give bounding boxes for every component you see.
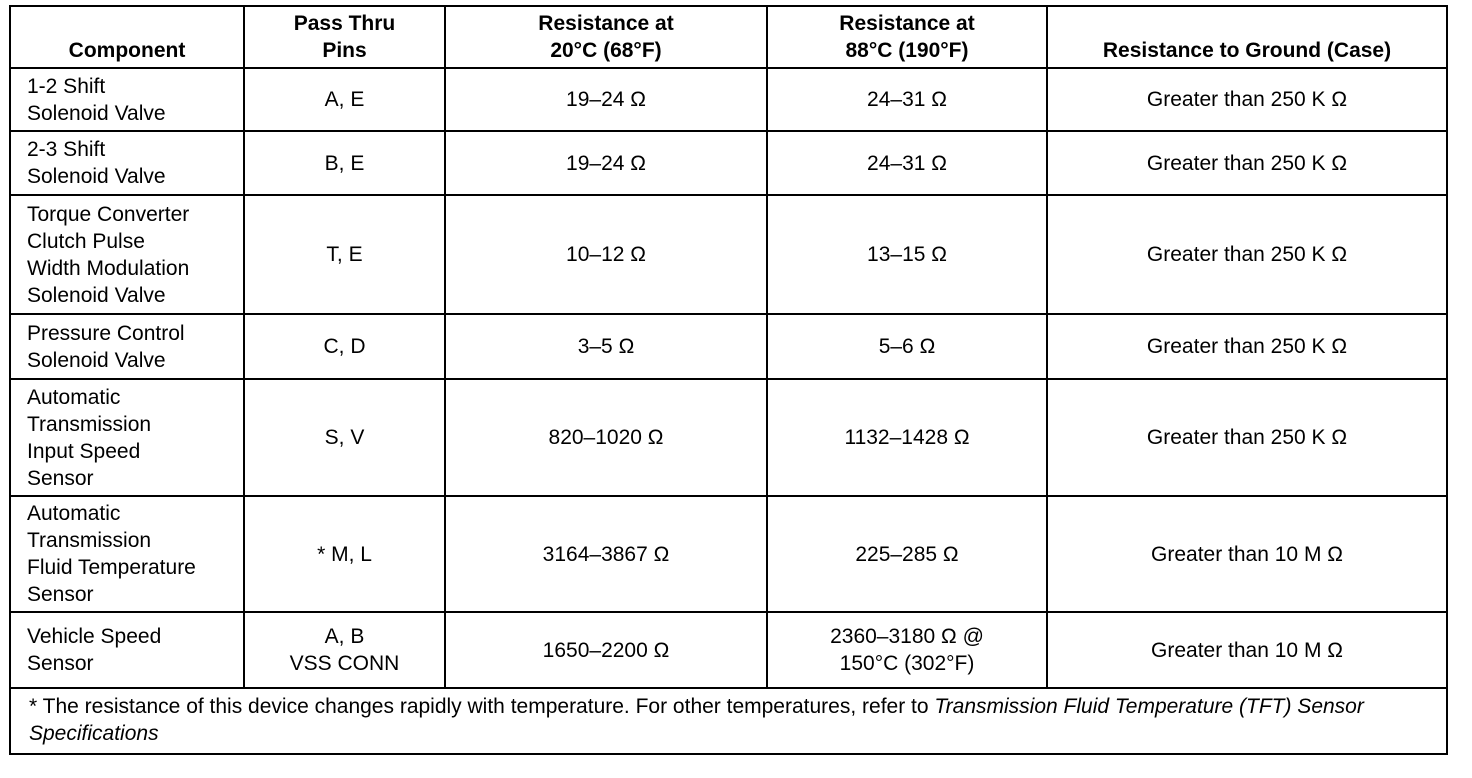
pins-cell: S, V <box>244 379 445 496</box>
resistance-88c-cell: 5–6 Ω <box>767 314 1047 379</box>
resistance-88c-cell: 13–15 Ω <box>767 195 1047 314</box>
header-resistance-ground: Resistance to Ground (Case) <box>1047 6 1447 68</box>
header-resistance-20c: Resistance at 20°C (68°F) <box>445 6 767 68</box>
pins-cell: B, E <box>244 131 445 195</box>
resistance-88c-cell: 24–31 Ω <box>767 68 1047 131</box>
pins-cell: * M, L <box>244 496 445 612</box>
resistance-ground-cell: Greater than 250 K Ω <box>1047 195 1447 314</box>
resistance-20c-cell: 820–1020 Ω <box>445 379 767 496</box>
component-cell: Torque Converter Clutch Pulse Width Modulation Solenoid Valve <box>10 195 244 314</box>
table-row <box>10 612 1447 688</box>
header-row <box>10 6 1447 68</box>
resistance-88c-cell: 1132–1428 Ω <box>767 379 1047 496</box>
table-row <box>10 496 1447 612</box>
resistance-ground-cell: Greater than 250 K Ω <box>1047 68 1447 131</box>
resistance-88c-cell: 225–285 Ω <box>767 496 1047 612</box>
header-component: Component <box>10 6 244 68</box>
specifications-table <box>9 5 1448 755</box>
resistance-20c-cell: 19–24 Ω <box>445 131 767 195</box>
component-cell: Automatic Transmission Fluid Temperature Sensor <box>10 496 244 612</box>
resistance-20c-cell: 3164–3867 Ω <box>445 496 767 612</box>
resistance-ground-cell: Greater than 250 K Ω <box>1047 379 1447 496</box>
footnote-text: * The resistance of this device changes rapidly with temperature. For other temperatures, refer to <box>29 695 935 718</box>
pins-cell: T, E <box>244 195 445 314</box>
footnote <box>10 688 1447 754</box>
component-cell: Vehicle Speed Sensor <box>10 612 244 688</box>
resistance-20c-cell: 3–5 Ω <box>445 314 767 379</box>
footnote-reference: Transmission Fluid Temperature (TFT) Sensor Specifications <box>29 695 1364 745</box>
component-cell: 1-2 Shift Solenoid Valve <box>10 68 244 131</box>
header-pass-thru-pins: Pass Thru Pins <box>244 6 445 68</box>
resistance-88c-cell: 24–31 Ω <box>767 131 1047 195</box>
resistance-ground-cell: Greater than 250 K Ω <box>1047 131 1447 195</box>
component-cell: Pressure Control Solenoid Valve <box>10 314 244 379</box>
pins-cell: A, B VSS CONN <box>244 612 445 688</box>
resistance-ground-cell: Greater than 10 M Ω <box>1047 612 1447 688</box>
resistance-ground-cell: Greater than 250 K Ω <box>1047 314 1447 379</box>
resistance-ground-cell: Greater than 10 M Ω <box>1047 496 1447 612</box>
table-row <box>10 379 1447 496</box>
table-row <box>10 195 1447 314</box>
table-row <box>10 314 1447 379</box>
resistance-20c-cell: 10–12 Ω <box>445 195 767 314</box>
resistance-88c-cell: 2360–3180 Ω @ 150°C (302°F) <box>767 612 1047 688</box>
footnote-row <box>10 688 1447 754</box>
table-row <box>10 131 1447 195</box>
pins-cell: C, D <box>244 314 445 379</box>
resistance-20c-cell: 19–24 Ω <box>445 68 767 131</box>
header-resistance-88c: Resistance at 88°C (190°F) <box>767 6 1047 68</box>
resistance-20c-cell: 1650–2200 Ω <box>445 612 767 688</box>
component-cell: Automatic Transmission Input Speed Sensor <box>10 379 244 496</box>
pins-cell: A, E <box>244 68 445 131</box>
component-cell: 2-3 Shift Solenoid Valve <box>10 131 244 195</box>
table-row <box>10 68 1447 131</box>
